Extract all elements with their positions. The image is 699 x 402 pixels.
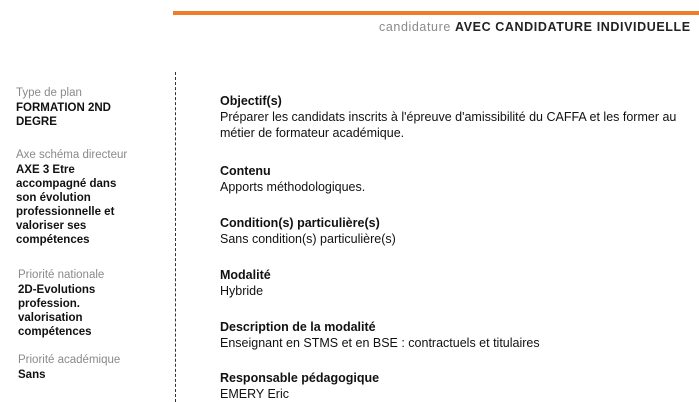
section-conditions bbox=[220, 216, 699, 247]
sidebar-value-line: AXE 3 Etre bbox=[16, 164, 75, 176]
sidebar-value-line: FORMATION 2ND bbox=[16, 102, 111, 114]
sidebar-value-line: 2D-Evolutions bbox=[18, 284, 96, 296]
sidebar-label: Axe schéma directeur bbox=[16, 149, 128, 161]
sidebar-priorite-academique bbox=[18, 353, 164, 382]
section-responsable bbox=[220, 371, 699, 402]
sidebar-value-line: accompagné dans bbox=[16, 178, 117, 190]
section-text-line: Apports méthodologiques. bbox=[220, 180, 366, 194]
sidebar-value bbox=[16, 101, 162, 129]
sidebar-value-line: compétences bbox=[18, 326, 92, 338]
section-text-line: EMERY Eric bbox=[220, 387, 290, 401]
section-contenu bbox=[220, 164, 699, 195]
sidebar-type-de-plan bbox=[16, 86, 162, 129]
column-divider bbox=[175, 72, 176, 402]
header-title: AVEC CANDIDATURE INDIVIDUELLE bbox=[455, 20, 691, 34]
section-text-line: Enseignant en STMS et en BSE : contractuels et titulaires bbox=[220, 336, 540, 350]
header-prefix: candidature bbox=[379, 20, 451, 34]
page-header bbox=[379, 20, 691, 34]
section-text-line: Hybride bbox=[220, 284, 264, 298]
section-title: Responsable pédagogique bbox=[220, 371, 380, 385]
section-objectifs bbox=[220, 94, 699, 141]
sidebar-value-line: DEGRE bbox=[16, 116, 57, 128]
section-title: Contenu bbox=[220, 164, 271, 178]
sidebar-value bbox=[18, 283, 164, 339]
sidebar-value-line: compétences bbox=[16, 234, 90, 246]
section-description-modalite bbox=[220, 320, 699, 351]
sidebar-priorite-nationale bbox=[18, 268, 164, 339]
sidebar-value-line: valorisation bbox=[18, 312, 83, 324]
sidebar-value bbox=[18, 368, 164, 382]
sidebar-value-line: profession. bbox=[18, 298, 80, 310]
section-title: Condition(s) particulière(s) bbox=[220, 216, 380, 230]
sidebar-value-line: valoriser ses bbox=[16, 220, 87, 232]
sidebar-value-line: Sans bbox=[18, 369, 46, 381]
sidebar-label: Type de plan bbox=[16, 87, 82, 99]
sidebar-axe-schema-directeur bbox=[16, 148, 162, 247]
sidebar-label: Priorité académique bbox=[18, 354, 121, 366]
section-text-line: Sans condition(s) particulière(s) bbox=[220, 232, 396, 246]
sidebar-value-line: professionnelle et bbox=[16, 206, 115, 218]
header-accent-rule bbox=[173, 11, 699, 15]
section-modalite bbox=[220, 268, 699, 299]
section-text-line: métier de formateur académique. bbox=[220, 126, 405, 140]
sidebar-value-line: son évolution bbox=[16, 192, 91, 204]
section-title: Modalité bbox=[220, 268, 271, 282]
sidebar-label: Priorité nationale bbox=[18, 269, 105, 281]
section-title: Description de la modalité bbox=[220, 320, 376, 334]
sidebar-value bbox=[16, 163, 162, 247]
section-title: Objectif(s) bbox=[220, 94, 282, 108]
section-text-line: Préparer les candidats inscrits à l'épreuve d'amissibilité du CAFFA et les former au bbox=[220, 110, 677, 124]
